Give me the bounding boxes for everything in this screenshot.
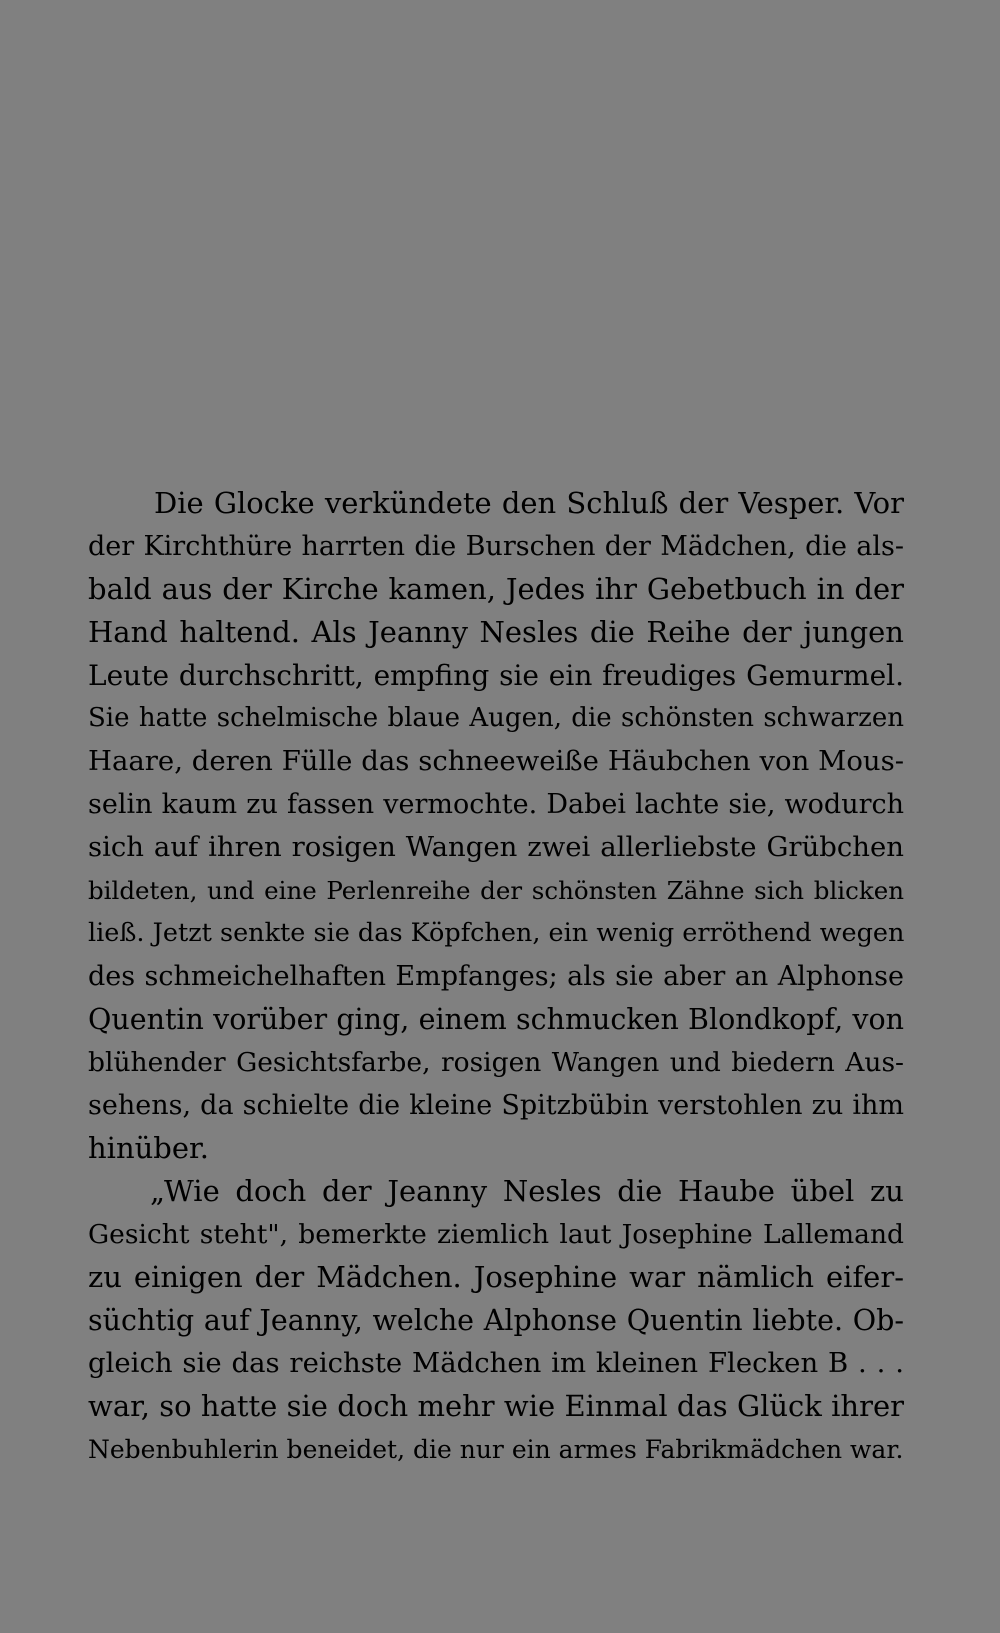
text-line: ließ. Jetzt senkte sie das Köpfchen, ein wenig erröthend wegen <box>88 918 904 948</box>
text-line: Leute durchschritt, empfing sie ein freudiges Gemurmel. <box>88 659 904 692</box>
text-line: des schmeichelhaften Empfanges; als sie aber an Alphonse <box>88 961 904 992</box>
text-line: sich auf ihren rosigen Wangen zwei allerliebste Grübchen <box>88 831 904 863</box>
text-line: hinüber. <box>88 1131 209 1165</box>
text-line: der Kirchthüre harrten die Burschen der Mädchen, die als- <box>88 531 904 562</box>
text-line: bald aus der Kirche kamen, Jedes ihr Gebetbuch in der <box>88 572 904 606</box>
text-line: Die Glocke verkündete den Schluß der Vesper. Vor <box>154 486 904 520</box>
text-line: Haare, deren Fülle das schneeweiße Häubchen von Mous- <box>88 745 904 777</box>
text-line: Nebenbuhlerin beneidet, die nur ein armes Fabrikmädchen war. <box>88 1435 904 1464</box>
text-line: bildeten, und eine Perlenreihe der schönsten Zähne sich blicken <box>88 876 904 905</box>
text-line: „Wie doch der Jeanny Nesles die Haube übel zu <box>150 1174 904 1208</box>
text-line: Sie hatte schelmische blaue Augen, die schönsten schwarzen <box>88 703 904 733</box>
text-line: Gesicht steht", bemerkte ziemlich laut Josephine Lallemand <box>88 1219 904 1250</box>
text-line: war, so hatte sie doch mehr wie Einmal das Glück ihrer <box>88 1389 904 1423</box>
text-line: zu einigen der Mädchen. Josephine war nämlich eifer- <box>88 1260 904 1294</box>
body-text <box>88 482 904 1471</box>
text-line: Hand haltend. Als Jeanny Nesles die Reihe der jungen <box>88 615 904 649</box>
text-line: blühender Gesichtsfarbe, rosigen Wangen und biedern Aus- <box>88 1047 904 1078</box>
text-line: süchtig auf Jeanny, welche Alphonse Quentin liebte. Ob- <box>88 1304 904 1337</box>
text-line: sehens, da schielte die kleine Spitzbübin verstohlen zu ihm <box>88 1090 904 1121</box>
text-line: Quentin vorüber ging, einem schmucken Blondkopf, von <box>88 1003 904 1036</box>
text-line: selin kaum zu fassen vermochte. Dabei lachte sie, wodurch <box>88 789 904 820</box>
text-line: gleich sie das reichste Mädchen im kleinen Flecken B . . . <box>88 1347 904 1379</box>
